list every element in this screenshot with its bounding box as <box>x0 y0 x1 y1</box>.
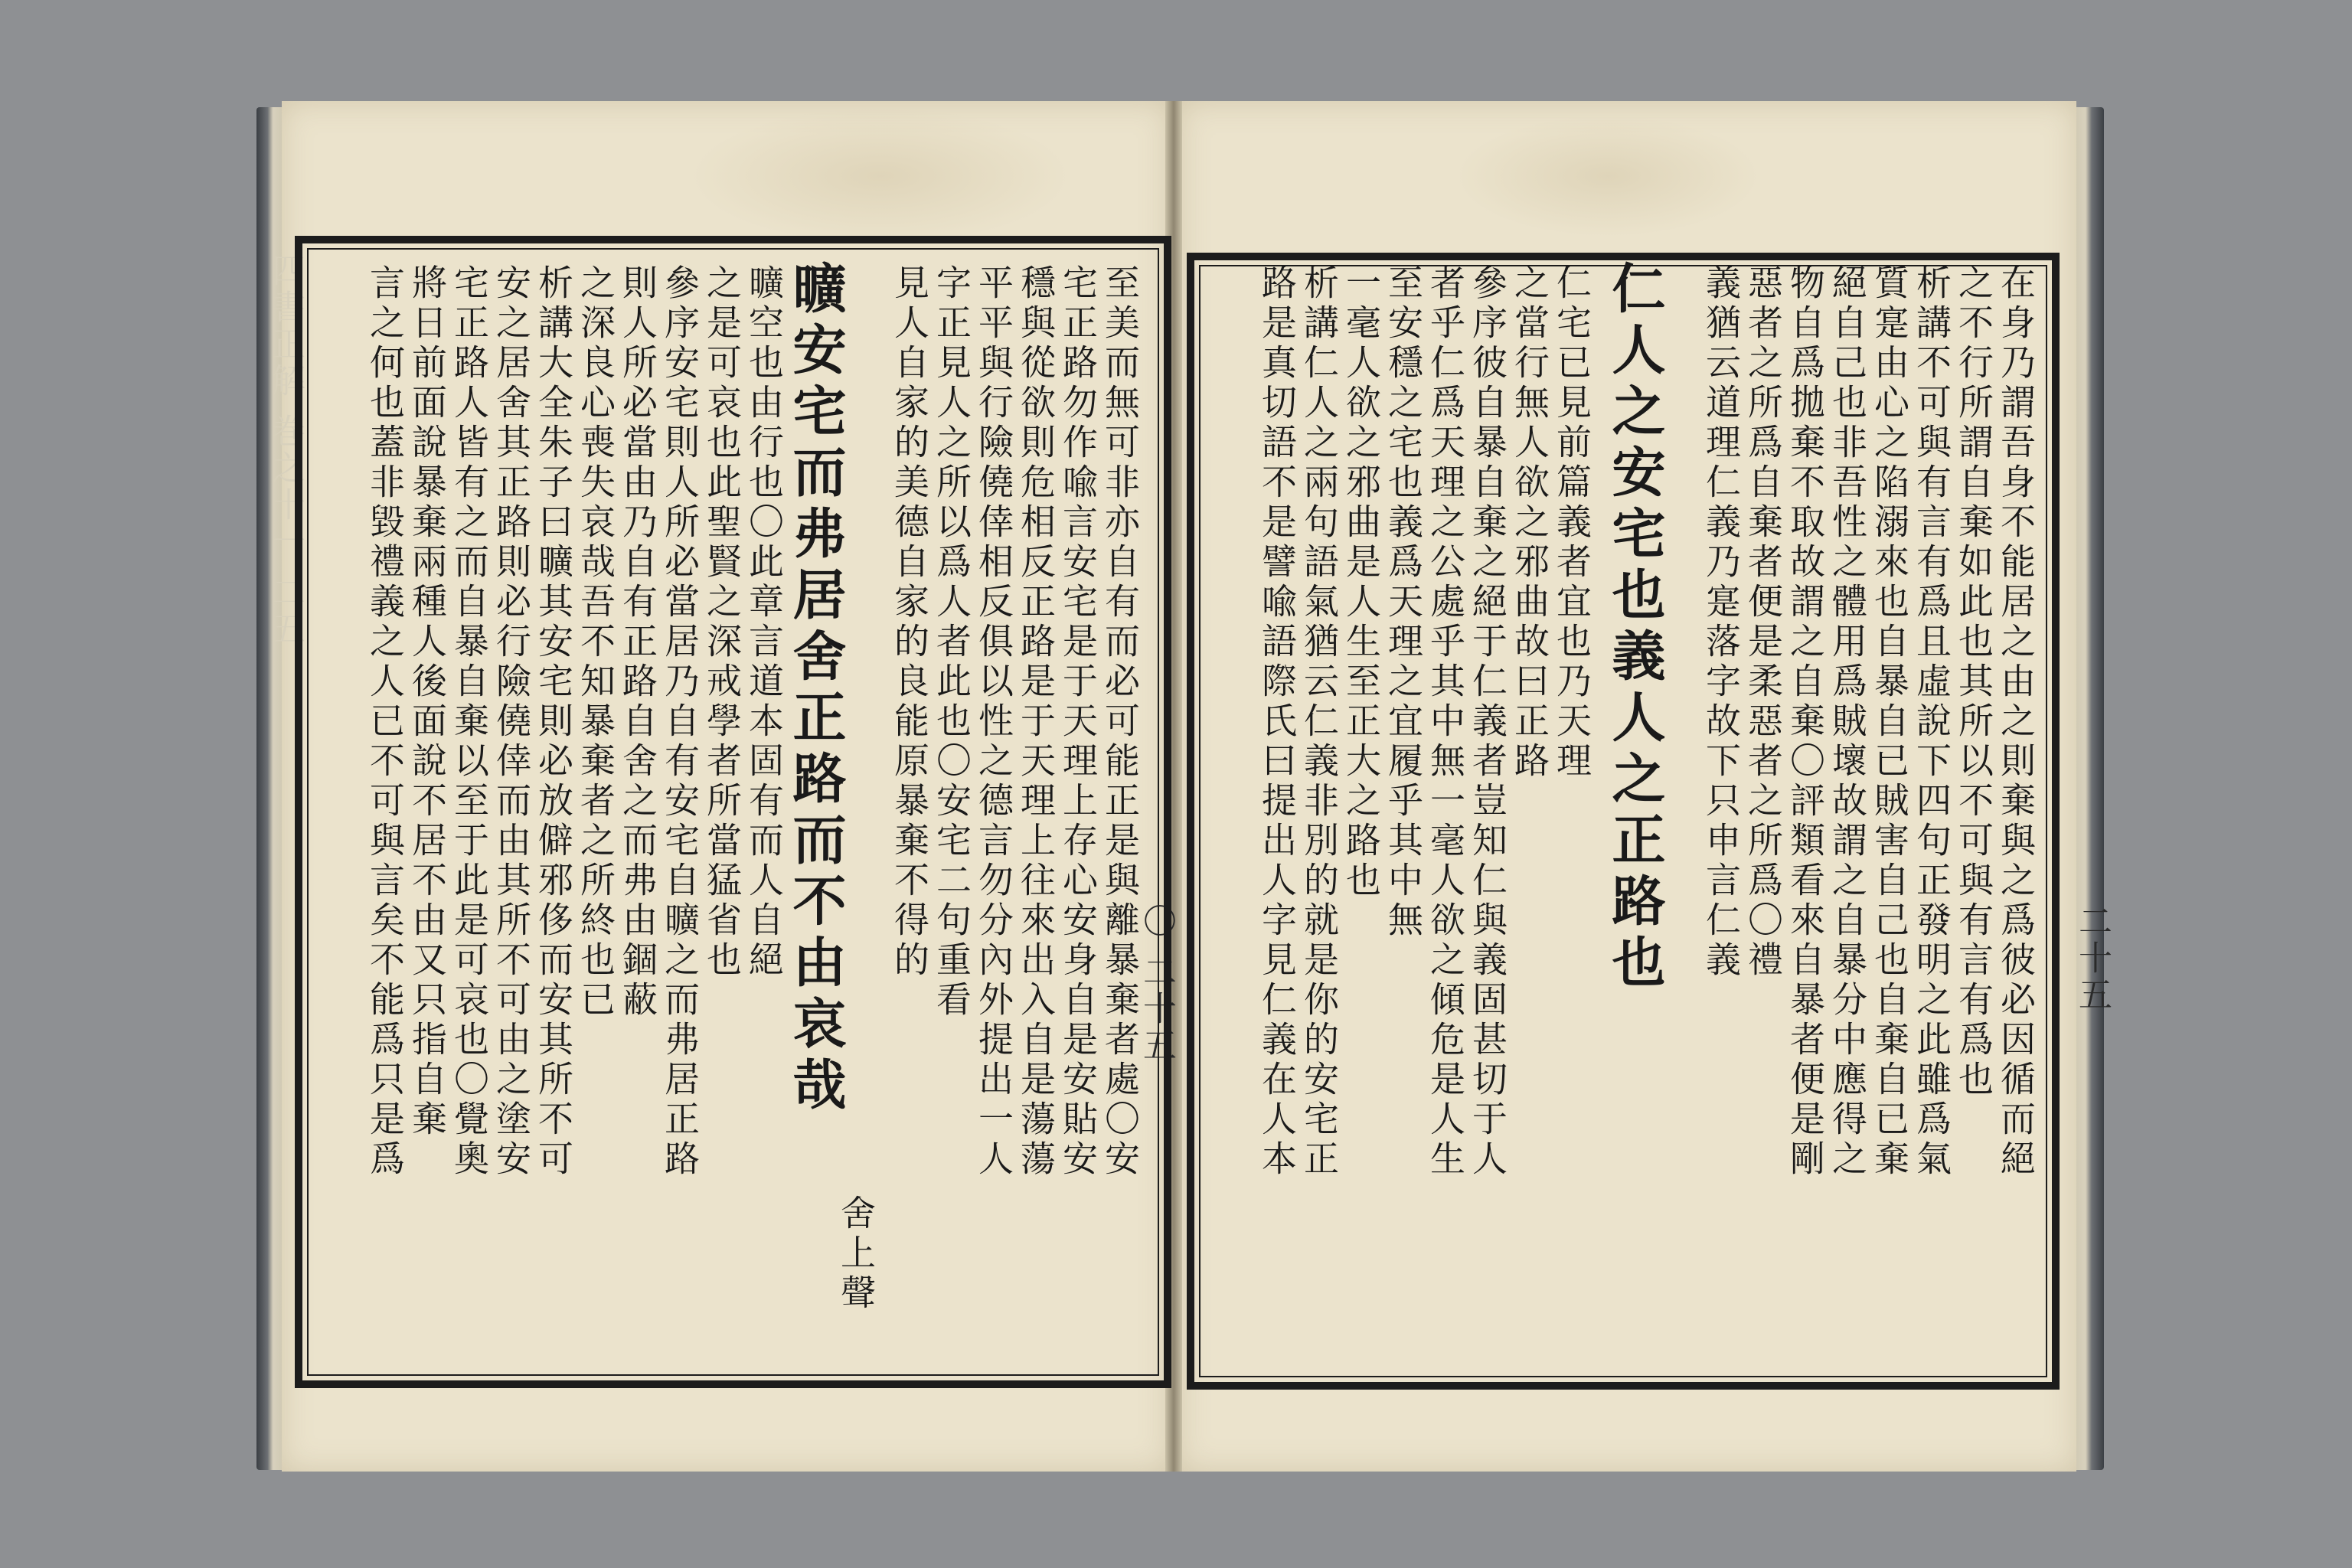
text-column: 義猶云道理仁義乃寔落字故下只申言仁義 <box>1700 264 1742 981</box>
text-column: 則人所必當由乃自有正路自舍之而弗由錮蔽 <box>617 264 658 1021</box>
left-inner-label: 〇 二十五 <box>1137 903 1176 1064</box>
text-column: 者乎仁爲天理之公處乎其中無一毫人欲之傾危是人生 <box>1425 264 1466 1180</box>
text-column: 安之居舍其正路則必行險僥倖而由其所不可由之塗安 <box>491 264 532 1180</box>
text-column: 之不行所謂自棄如此也其所以不可與有言有爲也 <box>1953 264 1994 1100</box>
text-column: 之深良心喪失哀哉吾不知暴棄者之所終也已 <box>575 264 616 1021</box>
book-right-edge <box>2073 107 2104 1470</box>
right-inner-label: 二十五 <box>2073 903 2112 1014</box>
text-column: 在身乃謂吾身不能居之由之則棄與之爲彼必因循而絕 <box>1995 264 2037 1180</box>
text-column: 見人自家的美德自家的良能原暴棄不得的 <box>889 264 930 981</box>
text-column: 參序彼自暴自棄之絕于仁義者豈知仁與義固甚切于人 <box>1467 264 1508 1180</box>
text-column: 析講不可與有言有爲且虛說下四句正發明之此雖爲氣 <box>1911 264 1952 1180</box>
text-column: 物自爲拋棄不取故謂之自棄〇評類看來自暴者便是剛 <box>1785 264 1826 1180</box>
text-column: 析講仁人之兩句語氣猶云仁義非別的就是你的安宅正 <box>1298 264 1340 1180</box>
left-heading-note: 舍上聲 <box>835 1194 877 1314</box>
text-column: 路是真切語不是譬喩語際氏曰提出人字見仁義在人本 <box>1256 264 1298 1180</box>
text-column: 平平與行險僥倖相反俱以性之德言勿分內外提出一人 <box>973 264 1014 1180</box>
text-column: 將日前面說暴棄兩種人後面說不居不由又只指自棄 <box>407 264 448 1140</box>
text-column: 字正見人之所以爲人者此也〇安宅二句重看 <box>931 264 972 1021</box>
text-column: 絕自己也非吾性之體用爲賊壞故謂之自暴分中應得之 <box>1827 264 1868 1180</box>
paper-stain <box>1455 115 1761 237</box>
text-column: 至安穩之宅也義爲天理之宜履乎其中無 <box>1383 264 1424 941</box>
text-column: 宅正路勿作喩言安宅是于天理上存心安身自是安貼安 <box>1057 264 1099 1180</box>
text-column: 之是可哀也此聖賢之深戒學者所當猛省也 <box>701 264 743 981</box>
text-column: 至美而無可非亦自有而必可能正是與離暴棄者處〇安 <box>1099 264 1141 1180</box>
text-column: 惡者之所爲自棄者便是柔惡者之所爲〇禮 <box>1743 264 1784 981</box>
right-heading: 仁人之安宅也義人之正路也 <box>1603 260 1667 995</box>
text-column: 一毫人欲之邪曲是人生至正大之路也 <box>1341 264 1382 901</box>
text-column: 宅正路人皆有之而自暴自棄以至于此是可哀也〇覺奧 <box>449 264 490 1180</box>
paper-stain <box>689 107 1072 245</box>
left-edge-label: 四書正解 巻之十一 二五 <box>266 253 305 648</box>
text-column: 穩與從欲則危相反正路是于天理上往來出入自是蕩蕩 <box>1015 264 1057 1180</box>
text-column: 曠空也由行也〇此章言道本固有而人自絕 <box>743 264 785 981</box>
text-column: 參序安宅則人所必當居乃自有安宅自曠之而弗居正路 <box>659 264 701 1180</box>
text-column: 之當行無人欲之邪曲故曰正路 <box>1509 264 1550 782</box>
left-heading: 曠安宅而弗居舍正路而不由哀哉 <box>784 260 848 1118</box>
text-column: 析講大全朱子曰曠其安宅則必放僻邪侈而安其所不可 <box>533 264 574 1180</box>
text-column: 質寔由心之陷溺來也自暴自已賊害自己也自棄自已棄 <box>1869 264 1910 1180</box>
text-column: 仁宅已見前篇義者宜也乃天理 <box>1551 264 1592 782</box>
text-column: 言之何也蓋非毀禮義之人已不可與言矣不能爲只是爲 <box>364 264 406 1180</box>
